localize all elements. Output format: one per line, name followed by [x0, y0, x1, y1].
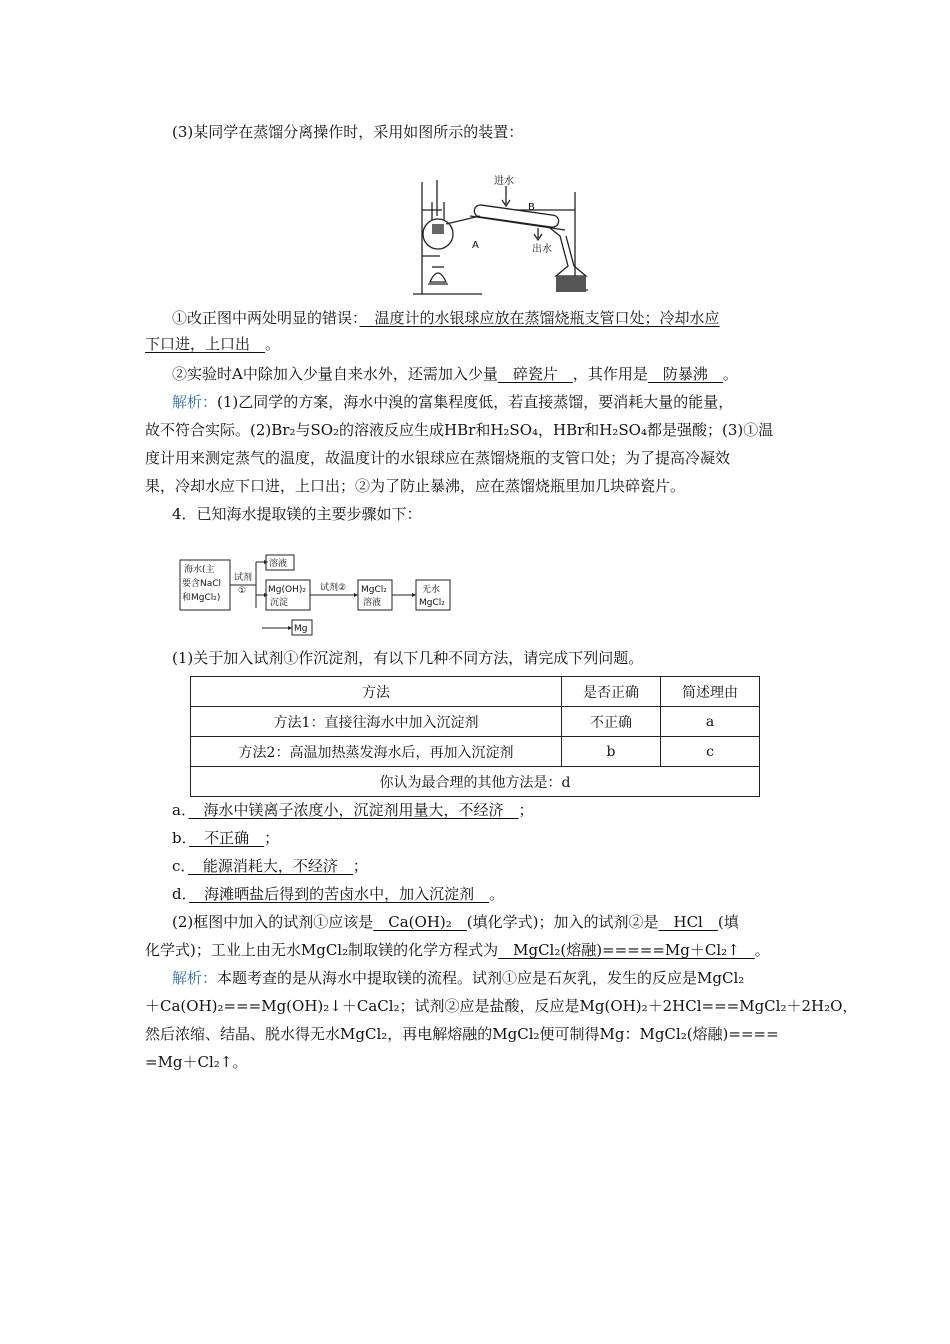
mgcl2-solution-line-1: MgCl₂: [361, 585, 387, 595]
out-water-label: 出水: [532, 244, 552, 255]
analysis1-line2: 故不符合实际。(2)Br₂与SO₂的溶液反应生成HBr和H₂SO₄，HBr和H₂SO₄都是强酸；(3)①温: [145, 421, 774, 439]
reagent1-answer: Ca(OH)₂: [373, 913, 467, 931]
table-row: [191, 737, 760, 767]
table-cell: 方法1：直接往海水中加入沉淀剂: [191, 707, 562, 737]
analysis1-line1: 解析：(1)乙同学的方案，海水中溴的富集程度低，若直接蒸馏，要消耗大量的能量，: [172, 393, 734, 411]
q3-p1: ①改正图中两处明显的错误： 温度计的水银球应放在蒸馏烧瓶支管口处；冷却水应: [172, 309, 720, 327]
answer-a: a． 海水中镁离子浓度小，沉淀剂用量大，不经济 ；: [172, 801, 534, 819]
analysis1-line3: 度计用来测定蒸气的温度，故温度计的水银球应在蒸馏烧瓶的支管口处；为了提高冷凝效: [145, 449, 731, 467]
analysis2-line2: ＋Ca(OH)₂===Mg(OH)₂↓＋CaCl₂；试剂②应是盐酸，反应是Mg(OH)₂＋2HCl===MgCl₂＋2H₂O，: [145, 997, 858, 1015]
precipitate-line-1: Mg(OH)₂: [268, 585, 306, 595]
magnesium-flow-chart: [178, 552, 458, 642]
precipitate-line-2: 沉淀: [270, 598, 289, 608]
table-footer: 你认为最合理的其他方法是：d: [191, 767, 760, 797]
table-row: [191, 707, 760, 737]
mgcl2-solution-line-2: 溶液: [363, 598, 382, 608]
label-b: B: [528, 202, 535, 213]
q3-p2: ②实验时A中除加入少量自来水外，还需加入少量 碎瓷片 ，其作用是 防暴沸 。: [172, 365, 738, 383]
methods-table: [190, 676, 760, 797]
table-header: 简述理由: [661, 677, 760, 707]
q4-sub2-line2: 化学式)；工业上由无水MgCl₂制取镁的化学方程式为 MgCl₂(熔融)=====Mg＋Cl₂↑ 。: [145, 941, 770, 959]
reagent2-label: 试剂②: [320, 583, 347, 593]
analysis2-line3: 然后浓缩、结晶、脱水得无水MgCl₂，再电解熔融的MgCl₂便可制得Mg：MgCl₂(熔融)====: [145, 1025, 779, 1043]
analysis2-line1: 解析：本题考查的是从海水中提取镁的流程。试剂①应是石灰乳，发生的反应是MgCl₂: [172, 969, 745, 987]
mg-box: Mg: [294, 624, 308, 634]
reagent1-line-2: ①: [238, 586, 247, 596]
q3-intro: (3)某同学在蒸馏分离操作时，采用如图所示的装置：: [172, 123, 524, 141]
answer-2: 碎瓷片: [497, 365, 573, 383]
answer-b: b． 不正确 ；: [172, 829, 280, 847]
q4-sub2-line1: (2)框图中加入的试剂①应该是 Ca(OH)₂ (填化学式)；加入的试剂②是 HCl (填: [172, 913, 739, 931]
answer-3: 防暴沸: [647, 365, 723, 383]
anhydrous-line-1: 无水: [422, 585, 441, 595]
table-footer-row: [191, 767, 760, 797]
answer-1-line-2: 下口进，上口出: [145, 335, 266, 353]
analysis1-line4: 果，冷却水应下口进，上口出；②为了防止暴沸，应在蒸馏烧瓶里加几块碎瓷片。: [145, 477, 686, 495]
answer-1-line-1: 温度计的水银球应放在蒸馏烧瓶支管口处；冷却水应: [359, 309, 720, 327]
table-cell: b: [562, 737, 661, 767]
table-cell: 不正确: [562, 707, 661, 737]
seawater-line-3: 和MgCl₂): [182, 593, 221, 603]
reagent1-line-1: 试剂: [234, 573, 253, 583]
table-cell: a: [661, 707, 760, 737]
table-header: 是否正确: [562, 677, 661, 707]
anhydrous-line-2: MgCl₂: [419, 598, 445, 608]
q4-title: 4．已知海水提取镁的主要步骤如下：: [172, 505, 422, 523]
reagent2-answer: HCl: [658, 913, 718, 931]
label-a: A: [472, 240, 479, 251]
answer-c: c． 能源消耗大，不经济 ；: [172, 857, 368, 875]
q3-p1-cont: 下口进，上口出 。: [145, 335, 281, 353]
table-cell: 方法2：高温加热蒸发海水后，再加入沉淀剂: [191, 737, 562, 767]
analysis-label: 解析：: [172, 393, 218, 411]
analysis2-line4: =Mg＋Cl₂↑。: [145, 1053, 248, 1071]
table-header-row: [191, 677, 760, 707]
answer-d: d． 海滩晒盐后得到的苦卤水中，加入沉淀剂 。: [172, 885, 505, 903]
in-water-label: 进水: [494, 176, 514, 187]
table-cell: c: [661, 737, 760, 767]
analysis-label: 解析：: [172, 969, 218, 987]
seawater-line-2: 要含NaCl: [182, 579, 222, 589]
seawater-line-1: 海水(主: [184, 565, 215, 575]
q4-sub1: (1)关于加入试剂①作沉淀剂，有以下几种不同方法，请完成下列问题。: [172, 649, 644, 667]
table-header: 方法: [191, 677, 562, 707]
solution-box: 溶液: [269, 559, 288, 569]
distillation-diagram: [410, 172, 600, 296]
equation-answer: MgCl₂(熔融)=====Mg＋Cl₂↑: [498, 941, 755, 959]
